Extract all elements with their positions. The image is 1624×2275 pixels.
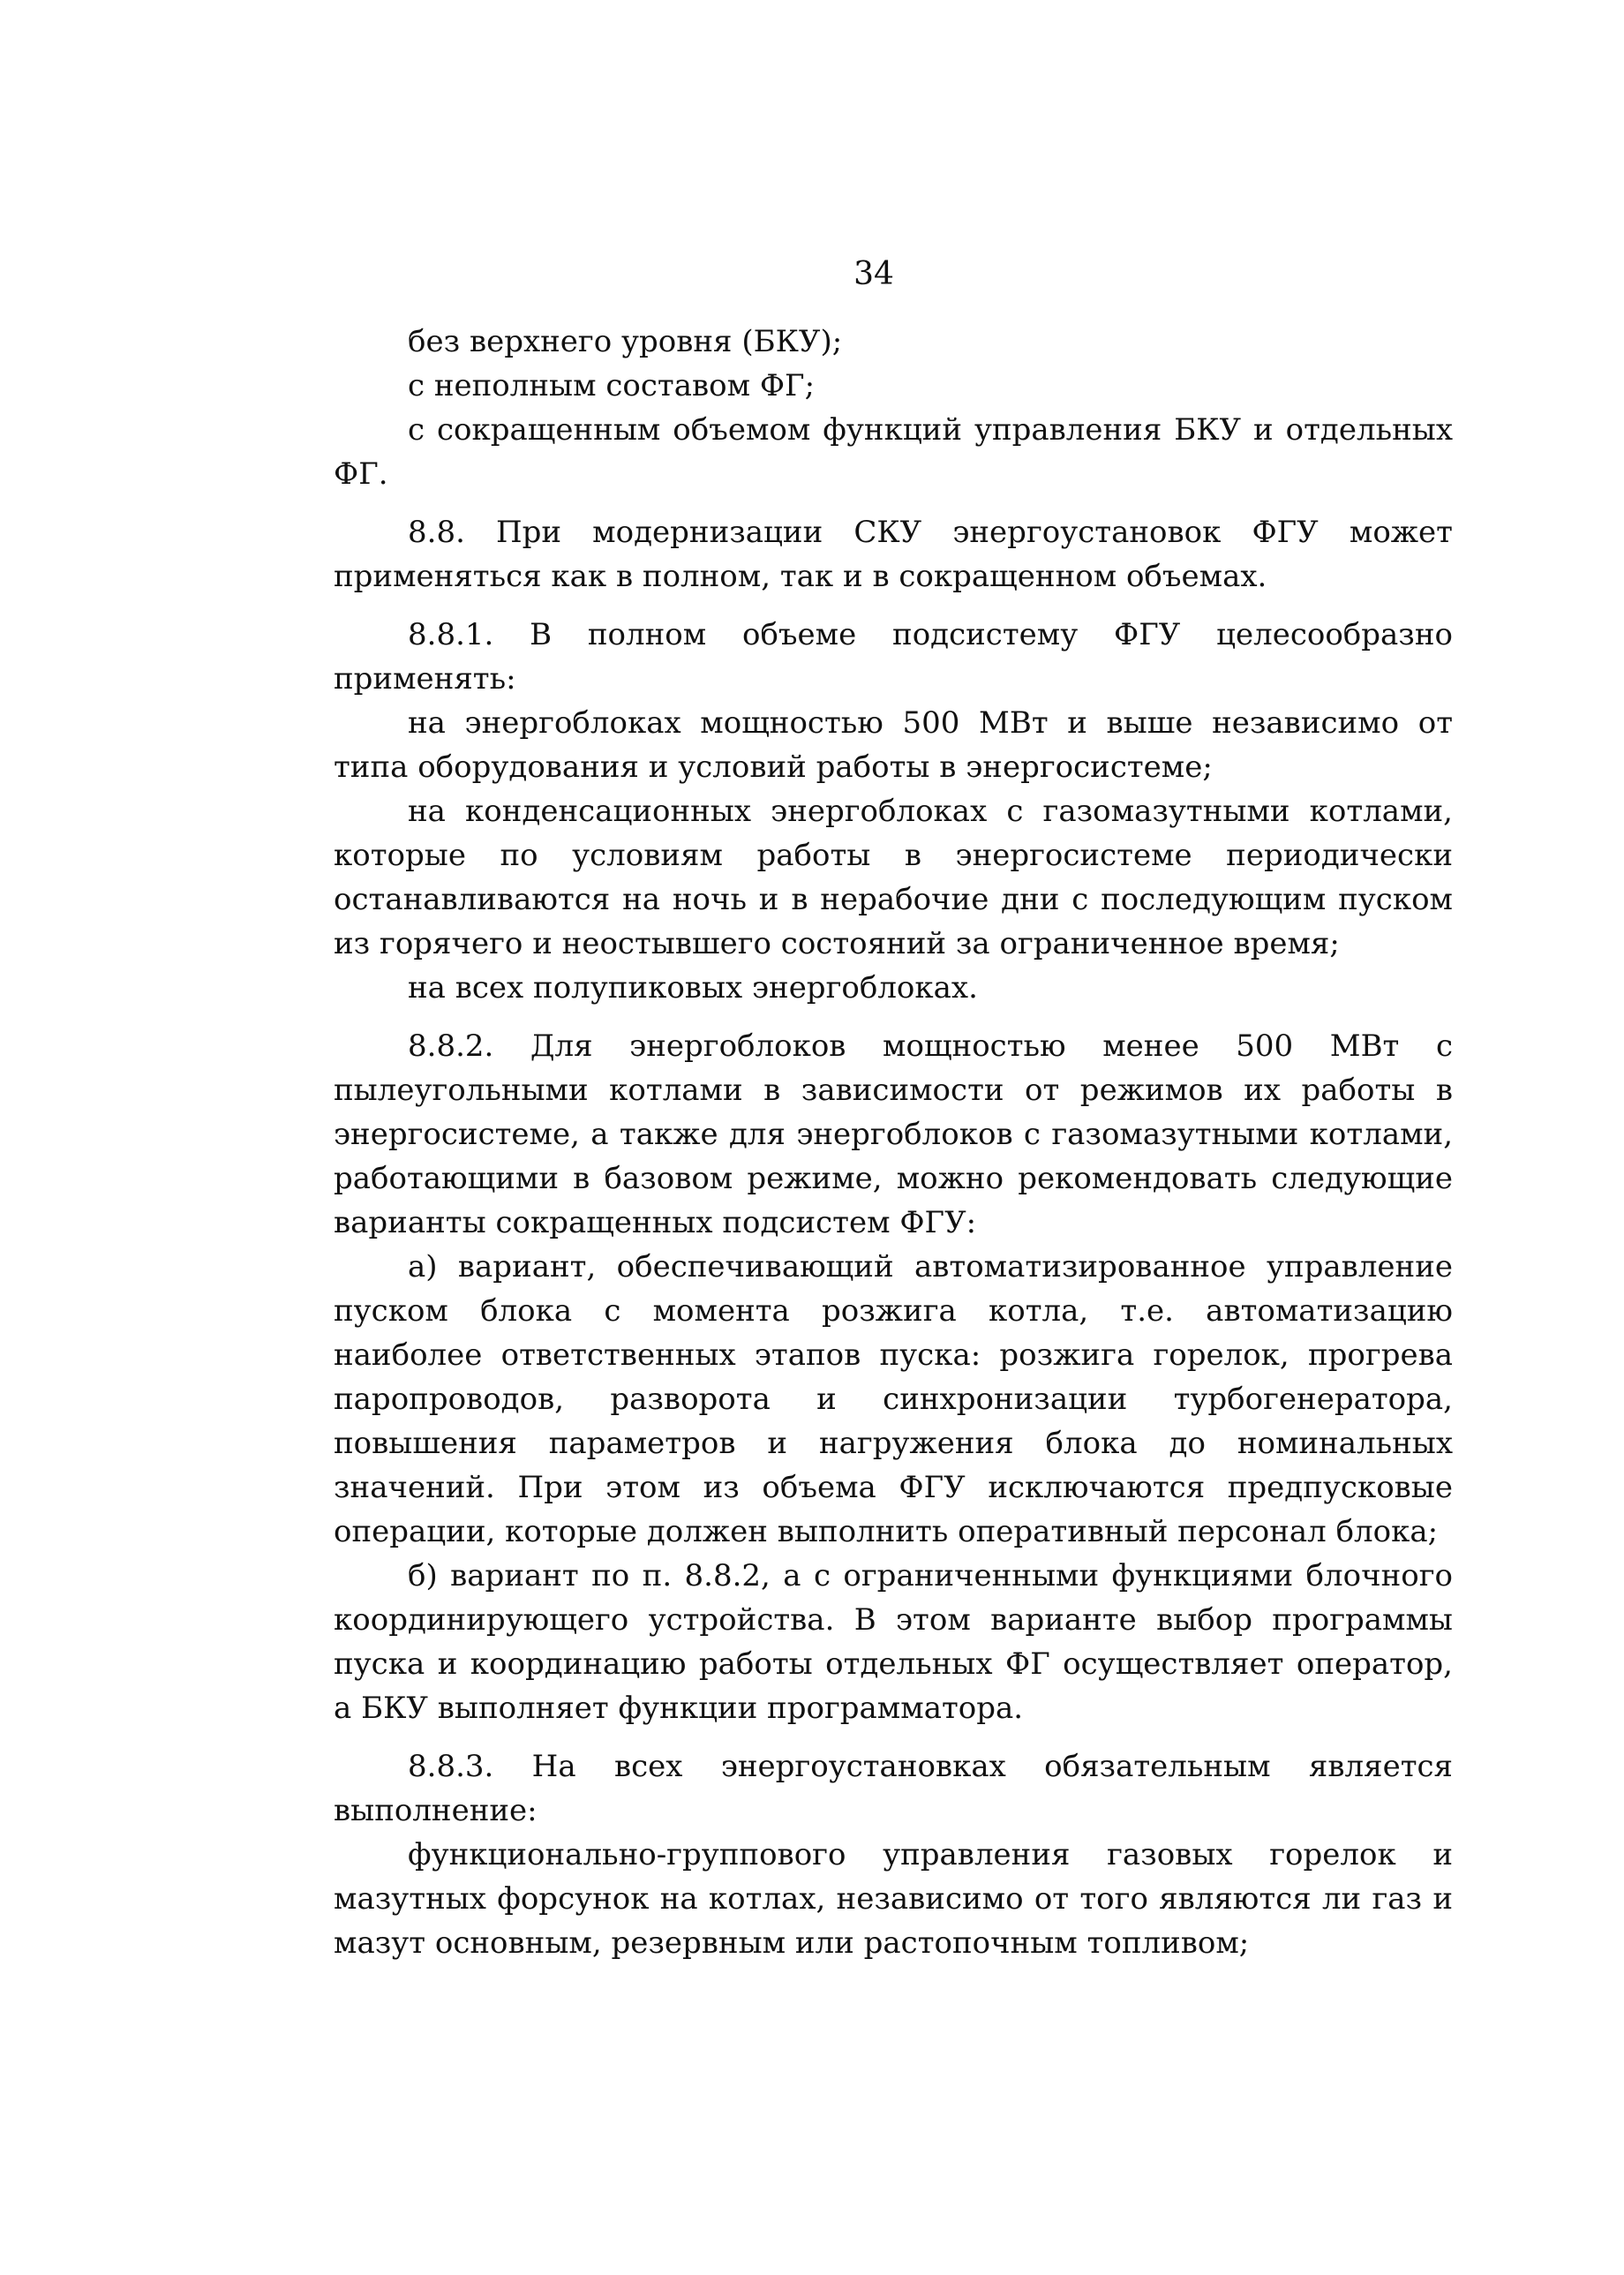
body-text [334, 320, 1453, 1965]
variant-a: а) вариант, обеспечивающий автоматизированное управление пуском блока с момента розжига котла, т.е. автоматизацию наиболее ответственных этапов пуска: розжига горелок, прогрева паропроводов, разворота и синхронизации турбогенератора, повышения параметров и нагружения блока до номинальных значений. При этом из объема ФГУ исключаются предпусковые операции, которые должен выполнить оперативный персонал блока; [334, 1249, 1453, 1549]
section-8-8-1: 8.8.1. В полном объеме подсистему ФГУ целесообразно применять: [334, 617, 1453, 697]
page-number: 34 [853, 256, 894, 292]
list-item: на энергоблоках мощностью 500 МВт и выше независимо от типа оборудования и условий работы в энергосистеме; [334, 705, 1453, 785]
section-8-8: 8.8. При модернизации СКУ энергоустановок ФГУ может применяться как в полном, так и в сокращенном объемах. [334, 515, 1453, 594]
list-item: на конденсационных энергоблоках с газомазутными котлами, которые по условиям работы в энергосистеме периодически останавливаются на ночь и в нерабочие дни с последующим пуском из горячего и неостывшего состояний за ограниченное время; [334, 794, 1453, 961]
list-item: с неполным составом ФГ; [408, 368, 816, 403]
list-item: без верхнего уровня (БКУ); [408, 324, 843, 359]
variant-b: б) вариант по п. 8.8.2, а с ограниченными функциями блочного координирующего устройства. В этом варианте выбор программы пуска и координацию работы отдельных ФГ осуществляет оператор, а БКУ выполняет функции программатора. [334, 1558, 1453, 1726]
list-item: функционально-группового управления газовых горелок и мазутных форсунок на котлах, независимо от того являются ли газ и мазут основным, резервным или растопочным топливом; [334, 1837, 1453, 1961]
section-8-8-3: 8.8.3. На всех энергоустановках обязательным является выполнение: [334, 1749, 1453, 1828]
section-8-8-2: 8.8.2. Для энергоблоков мощностью менее 500 МВт с пылеугольными котлами в зависимости от режимов их работы в энергосистеме, а также для энергоблоков с газомазутными котлами, работающими в базовом режиме, можно рекомендовать следующие варианты сокращенных подсистем ФГУ: [334, 1028, 1453, 1240]
list-item: на всех полупиковых энергоблоках. [408, 970, 978, 1006]
list-item: с сокращенным объемом функций управления БКУ и отдельных ФГ. [334, 412, 1453, 492]
